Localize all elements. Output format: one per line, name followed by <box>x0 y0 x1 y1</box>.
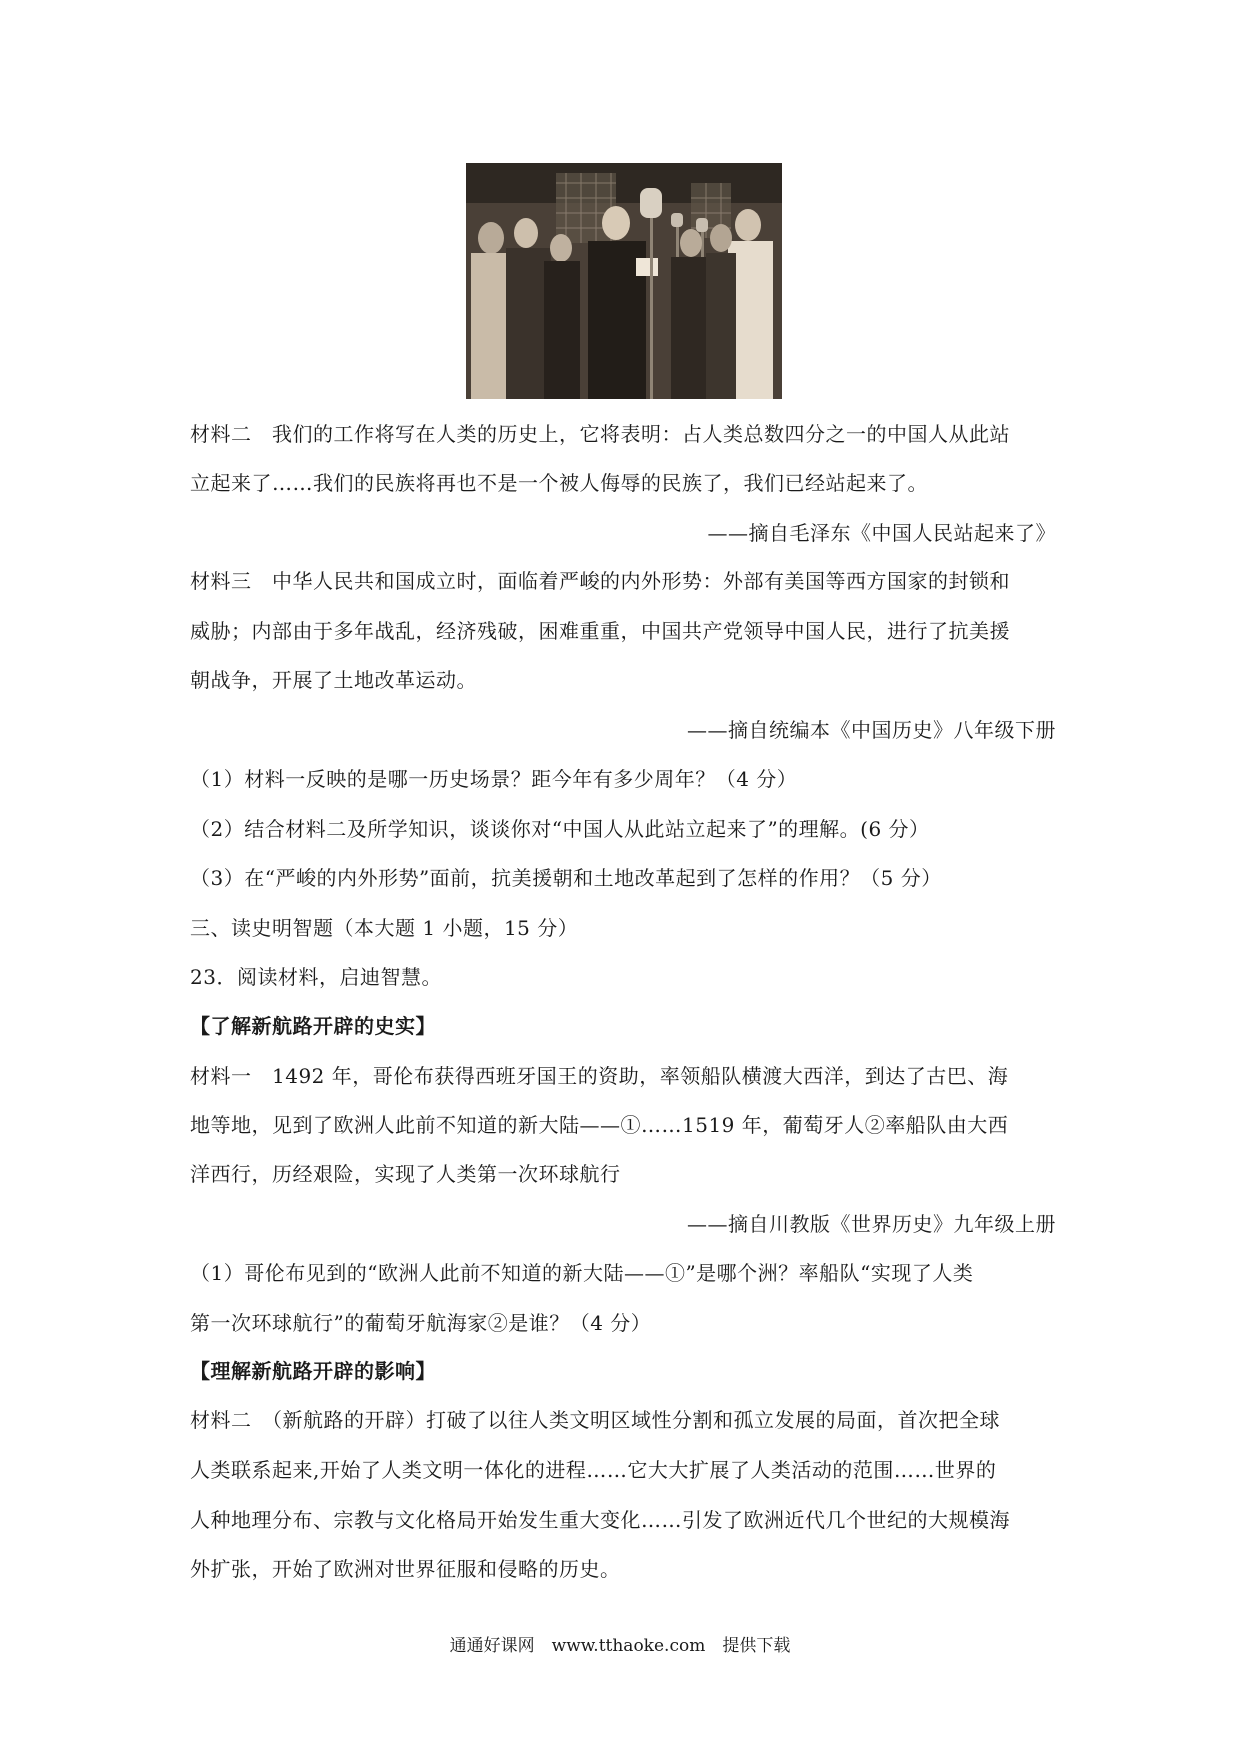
part1-material1-line3: 洋西行，历经艰险，实现了人类第一次环球航行 <box>190 1162 621 1186</box>
part2-heading: 【理解新航路开辟的影响】 <box>190 1359 436 1383</box>
material3-source: ——摘自统编本《中国历史》八年级下册 <box>687 718 1056 742</box>
part2-material2-line4: 外扩张，开始了欧洲对世界征服和侵略的历史。 <box>190 1557 621 1581</box>
section-heading: 三、读史明智题（本大题 1 小题，15 分） <box>190 916 579 940</box>
page-footer: 通通好课网 www.tthaoke.com 提供下载 <box>449 1636 791 1656</box>
part2-material2-line2: 人类联系起来,开始了人类文明一体化的进程……它大大扩展了人类活动的范围……世界的 <box>190 1458 997 1482</box>
material3-line1: 材料三 中华人民共和国成立时，面临着严峻的内外形势：外部有美国等西方国家的封锁和 <box>190 569 1010 593</box>
part1-question1-line1: （1）哥伦布见到的“欧洲人此前不知道的新大陆——①”是哪个洲？率船队“实现了人类 <box>190 1261 974 1285</box>
question-22-2: （2）结合材料二及所学知识，谈谈你对“中国人从此站立起来了”的理解。(6 分） <box>190 817 930 841</box>
part1-question1-line2: 第一次环球航行”的葡萄牙航海家②是谁？（4 分） <box>190 1311 652 1335</box>
material2-line2: 立起来了……我们的民族将再也不是一个被人侮辱的民族了，我们已经站起来了。 <box>190 471 928 495</box>
historical-photo <box>466 163 782 399</box>
photo-image <box>466 163 782 399</box>
material3-line2: 威胁；内部由于多年战乱，经济残破，困难重重，中国共产党领导中国人民，进行了抗美援 <box>190 619 1010 643</box>
part1-material1-line2: 地等地，见到了欧洲人此前不知道的新大陆——①……1519 年，葡萄牙人②率船队由大西 <box>190 1113 1009 1137</box>
part2-material2-line1: 材料二 （新航路的开辟）打破了以往人类文明区域性分割和孤立发展的局面，首次把全球 <box>190 1408 1000 1432</box>
part2-material2-line3: 人种地理分布、宗教与文化格局开始发生重大变化……引发了欧洲近代几个世纪的大规模海 <box>190 1508 1010 1532</box>
part1-source: ——摘自川教版《世界历史》九年级上册 <box>687 1212 1056 1236</box>
material3-line3: 朝战争，开展了土地改革运动。 <box>190 668 477 692</box>
part1-material1-line1: 材料一 1492 年，哥伦布获得西班牙国王的资助，率领船队横渡大西洋，到达了古巴、海 <box>190 1064 1009 1088</box>
material2-line1: 材料二 我们的工作将写在人类的历史上，它将表明：占人类总数四分之一的中国人从此站 <box>190 422 1010 446</box>
question-23: 23．阅读材料，启迪智慧。 <box>190 965 442 989</box>
material2-source: ——摘自毛泽东《中国人民站起来了》 <box>707 521 1056 545</box>
question-22-3: （3）在“严峻的内外形势”面前，抗美援朝和土地改革起到了怎样的作用？（5 分） <box>190 866 942 890</box>
question-22-1: （1）材料一反映的是哪一历史场景？距今年有多少周年？（4 分） <box>190 767 798 791</box>
part1-heading: 【了解新航路开辟的史实】 <box>190 1014 436 1038</box>
